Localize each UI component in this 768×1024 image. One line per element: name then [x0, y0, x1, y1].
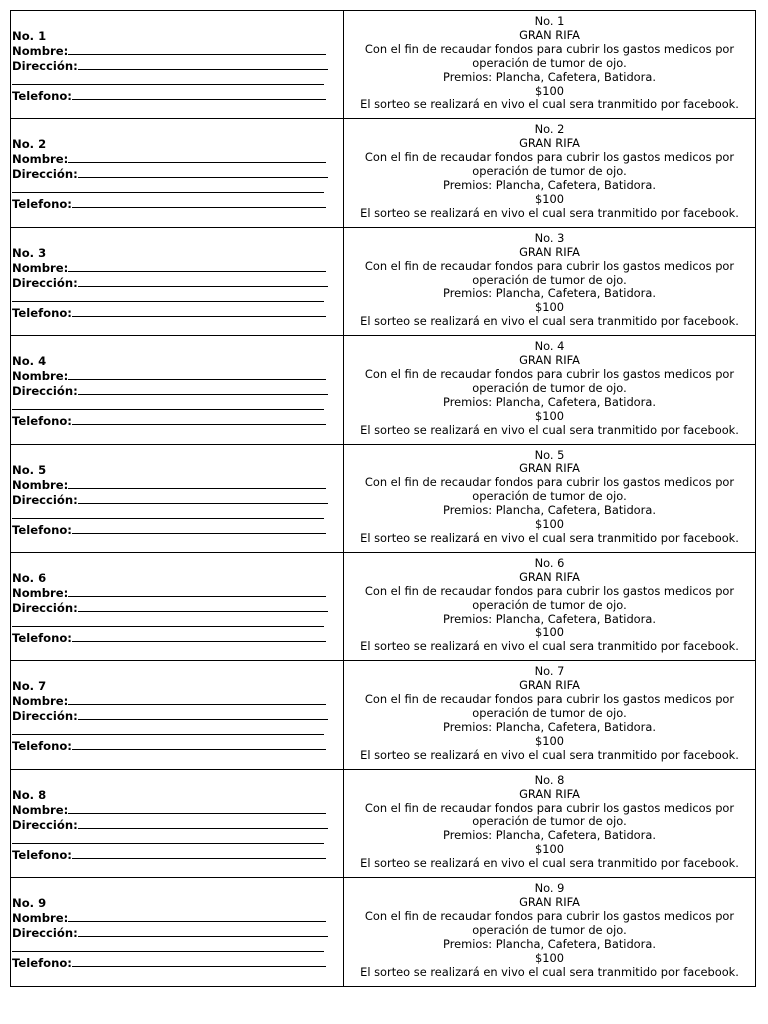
stub-address-extra-line: [12, 832, 324, 844]
ticket-title: GRAN RIFA: [519, 895, 580, 910]
stub-phone-field: Telefono:: [12, 413, 343, 428]
stub-phone-field: Telefono:: [12, 630, 343, 645]
ticket-purpose-line2: operación de tumor de ojo.: [472, 380, 627, 395]
stub-address-field: Dirección:: [12, 166, 343, 181]
ticket-purpose-line1: Con el fin de recaudar fondos para cubrir los gastos medicos por: [364, 258, 735, 273]
ticket-price: $100: [535, 625, 564, 640]
ticket-price: $100: [535, 300, 564, 315]
stub-number: No. 7: [12, 679, 47, 694]
ticket-prizes: Premios: Plancha, Cafetera, Batidora.: [443, 936, 656, 951]
stub-phone-field: Telefono:: [12, 305, 343, 320]
ticket-number: No. 7: [534, 664, 565, 679]
ticket-purpose-line1: Con el fin de recaudar fondos para cubrir los gastos medicos por: [364, 908, 735, 923]
ticket-price: $100: [535, 83, 564, 98]
stub-address-field: Dirección:: [12, 383, 343, 398]
ticket-purpose-line2: operación de tumor de ojo.: [472, 814, 627, 829]
ticket-title: GRAN RIFA: [519, 27, 580, 42]
ticket-body: [344, 770, 755, 877]
raffle-ticket-row: [11, 553, 755, 661]
raffle-ticket-row: [11, 119, 755, 227]
ticket-stub: [11, 553, 344, 660]
stub-name-field: Nombre:: [12, 585, 343, 600]
ticket-title: GRAN RIFA: [519, 244, 580, 259]
raffle-ticket-row: [11, 661, 755, 769]
stub-number: No. 6: [12, 570, 47, 585]
stub-phone-field: Telefono:: [12, 847, 343, 862]
stub-address-extra-line: [12, 398, 324, 410]
ticket-number: No. 1: [534, 14, 565, 28]
ticket-title: GRAN RIFA: [519, 353, 580, 368]
ticket-stub: [11, 445, 344, 552]
raffle-ticket-row: [11, 228, 755, 336]
ticket-draw-note: El sorteo se realizará en vivo el cual sera tranmitido por facebook.: [360, 422, 739, 437]
ticket-stub: [11, 11, 344, 118]
stub-phone-field: Telefono:: [12, 196, 343, 211]
ticket-purpose-line1: Con el fin de recaudar fondos para cubrir los gastos medicos por: [364, 800, 735, 815]
stub-address-field: Dirección:: [12, 925, 343, 940]
ticket-draw-note: El sorteo se realizará en vivo el cual sera tranmitido por facebook.: [360, 639, 739, 654]
ticket-prizes: Premios: Plancha, Cafetera, Batidora.: [443, 719, 656, 734]
ticket-price: $100: [535, 517, 564, 532]
stub-name-field: Nombre:: [12, 368, 343, 383]
stub-address-field: Dirección:: [12, 817, 343, 832]
stub-address-extra-line: [12, 723, 324, 735]
ticket-title: GRAN RIFA: [519, 786, 580, 801]
stub-number: No. 3: [12, 245, 47, 260]
ticket-body: [344, 445, 755, 552]
stub-address-extra-line: [12, 181, 324, 193]
ticket-number: No. 6: [534, 555, 565, 570]
ticket-price: $100: [535, 191, 564, 206]
ticket-number: No. 4: [534, 339, 565, 354]
ticket-purpose-line1: Con el fin de recaudar fondos para cubrir los gastos medicos por: [364, 475, 735, 490]
ticket-prizes: Premios: Plancha, Cafetera, Batidora.: [443, 394, 656, 409]
ticket-price: $100: [535, 408, 564, 423]
ticket-draw-note: El sorteo se realizará en vivo el cual sera tranmitido por facebook.: [360, 531, 739, 545]
stub-phone-field: Telefono:: [12, 738, 343, 753]
ticket-body: [344, 336, 755, 443]
ticket-stub: [11, 336, 344, 443]
ticket-purpose-line1: Con el fin de recaudar fondos para cubrir los gastos medicos por: [364, 583, 735, 598]
raffle-sheet: [10, 10, 756, 987]
ticket-stub: [11, 228, 344, 335]
ticket-draw-note: El sorteo se realizará en vivo el cual sera tranmitido por facebook.: [360, 97, 739, 112]
ticket-number: No. 2: [534, 122, 565, 137]
raffle-ticket-row: [11, 770, 755, 878]
stub-address-field: Dirección:: [12, 708, 343, 723]
stub-address-extra-line: [12, 615, 324, 627]
stub-number: No. 8: [12, 787, 47, 802]
ticket-title: GRAN RIFA: [519, 136, 580, 151]
ticket-purpose-line1: Con el fin de recaudar fondos para cubrir los gastos medicos por: [364, 366, 735, 381]
ticket-body: [344, 228, 755, 335]
ticket-purpose-line2: operación de tumor de ojo.: [472, 272, 627, 287]
ticket-number: No. 5: [534, 447, 565, 462]
ticket-draw-note: El sorteo se realizará en vivo el cual sera tranmitido por facebook.: [360, 856, 739, 871]
stub-number: No. 1: [12, 29, 47, 43]
ticket-body: [344, 661, 755, 768]
stub-number: No. 4: [12, 354, 47, 369]
ticket-title: GRAN RIFA: [519, 569, 580, 584]
stub-name-field: Nombre:: [12, 477, 343, 492]
stub-address-field: Dirección:: [12, 275, 343, 290]
raffle-ticket-row: [11, 445, 755, 553]
ticket-prizes: Premios: Plancha, Cafetera, Batidora.: [443, 178, 656, 193]
stub-phone-field: Telefono:: [12, 955, 343, 970]
ticket-number: No. 3: [534, 230, 565, 245]
ticket-stub: [11, 770, 344, 877]
ticket-stub: [11, 119, 344, 226]
ticket-purpose-line2: operación de tumor de ojo.: [472, 489, 627, 504]
stub-address-extra-line: [12, 73, 324, 85]
stub-name-field: Nombre:: [12, 151, 343, 166]
stub-phone-field: Telefono:: [12, 88, 343, 103]
ticket-purpose-line1: Con el fin de recaudar fondos para cubrir los gastos medicos por: [364, 150, 735, 165]
stub-name-field: Nombre:: [12, 910, 343, 925]
stub-name-field: Nombre:: [12, 260, 343, 275]
ticket-body: [344, 119, 755, 226]
stub-address-extra-line: [12, 507, 324, 519]
ticket-prizes: Premios: Plancha, Cafetera, Batidora.: [443, 828, 656, 843]
ticket-purpose-line2: operación de tumor de ojo.: [472, 922, 627, 937]
stub-name-field: Nombre:: [12, 693, 343, 708]
stub-name-field: Nombre:: [12, 43, 343, 58]
ticket-prizes: Premios: Plancha, Cafetera, Batidora.: [443, 69, 656, 84]
ticket-body: [344, 878, 755, 985]
ticket-purpose-line1: Con el fin de recaudar fondos para cubrir los gastos medicos por: [364, 692, 735, 707]
raffle-ticket-row: [11, 878, 755, 986]
stub-number: No. 5: [12, 462, 47, 477]
ticket-title: GRAN RIFA: [519, 461, 580, 476]
ticket-body: [344, 11, 755, 118]
ticket-price: $100: [535, 733, 564, 748]
ticket-price: $100: [535, 950, 564, 965]
ticket-stub: [11, 661, 344, 768]
ticket-prizes: Premios: Plancha, Cafetera, Batidora.: [443, 286, 656, 301]
ticket-prizes: Premios: Plancha, Cafetera, Batidora.: [443, 503, 656, 518]
ticket-number: No. 8: [534, 772, 565, 787]
raffle-ticket-row: [11, 336, 755, 444]
stub-address-field: Dirección:: [12, 492, 343, 507]
stub-address-extra-line: [12, 940, 324, 952]
raffle-ticket-row: [11, 11, 755, 119]
ticket-stub: [11, 878, 344, 985]
ticket-purpose-line2: operación de tumor de ojo.: [472, 55, 627, 70]
stub-number: No. 9: [12, 896, 47, 911]
ticket-draw-note: El sorteo se realizará en vivo el cual sera tranmitido por facebook.: [360, 314, 739, 329]
ticket-draw-note: El sorteo se realizará en vivo el cual sera tranmitido por facebook.: [360, 964, 739, 979]
ticket-draw-note: El sorteo se realizará en vivo el cual sera tranmitido por facebook.: [360, 205, 739, 220]
stub-address-extra-line: [12, 290, 324, 302]
stub-name-field: Nombre:: [12, 802, 343, 817]
stub-address-field: Dirección:: [12, 58, 343, 73]
ticket-draw-note: El sorteo se realizará en vivo el cual sera tranmitido por facebook.: [360, 747, 739, 762]
ticket-body: [344, 553, 755, 660]
stub-address-field: Dirección:: [12, 600, 343, 615]
ticket-number: No. 9: [534, 881, 565, 896]
ticket-title: GRAN RIFA: [519, 678, 580, 693]
stub-number: No. 2: [12, 137, 47, 152]
ticket-purpose-line2: operación de tumor de ojo.: [472, 597, 627, 612]
ticket-purpose-line1: Con el fin de recaudar fondos para cubrir los gastos medicos por: [364, 41, 735, 56]
ticket-purpose-line2: operación de tumor de ojo.: [472, 164, 627, 179]
stub-phone-field: Telefono:: [12, 522, 343, 537]
ticket-price: $100: [535, 842, 564, 857]
ticket-purpose-line2: operación de tumor de ojo.: [472, 706, 627, 721]
ticket-prizes: Premios: Plancha, Cafetera, Batidora.: [443, 611, 656, 626]
